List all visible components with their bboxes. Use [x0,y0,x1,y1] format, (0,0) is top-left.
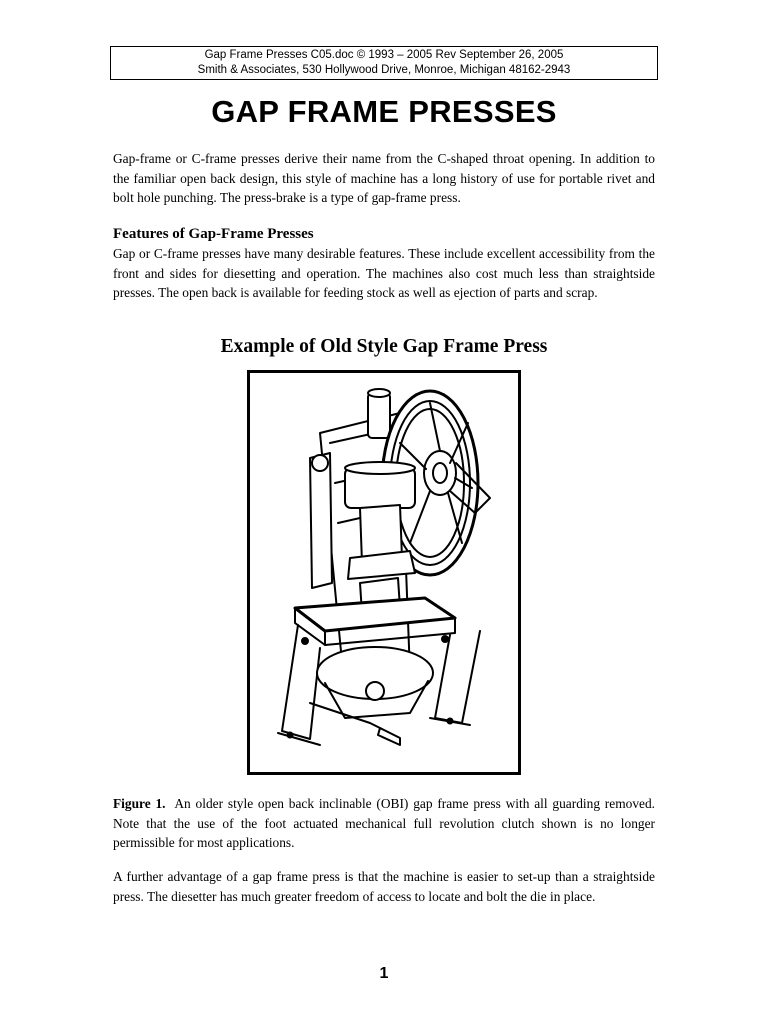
figure-label: Figure 1. [113,796,166,811]
page-title: GAP FRAME PRESSES [211,94,557,129]
figure-caption-text: An older style open back inclinable (OBI) gap frame press with all guarding removed. Note that the use of the foot actuated mechanical full revolution clutch shown is no longer permissible for most applications. [113,796,655,850]
gap-frame-press-illustration [250,373,518,772]
document-header-box [110,46,658,80]
header-line-1: Gap Frame Presses C05.doc © 1993 – 2005 Rev September 26, 2005 [204,49,564,61]
header-line-2: Smith & Associates, 530 Hollywood Drive, Monroe, Michigan 48162-2943 [197,64,571,76]
features-heading: Features of Gap-Frame Presses [113,226,314,242]
figure-caption [113,794,655,853]
features-paragraph: Gap or C-frame presses have many desirable features. These include excellent accessibility from the front and sides for diesetting and operation. The machines also cost much less than straightside presses. The open back is available for feeding stock as well as ejection of parts and scrap. [113,246,655,300]
intro-paragraph: Gap-frame or C-frame presses derive their name from the C-shaped throat opening. In addition to the familiar open back design, this style of machine has a long history of use for portable rivet and bolt hole punching. The press-brake is a type of gap-frame press. [113,151,655,205]
advantage-paragraph: A further advantage of a gap frame press is that the machine is easier to set-up than a straightside press. The diesetter has much greater freedom of access to locate and bolt the die in place. [113,869,655,904]
page-number: 1 [379,965,389,982]
example-heading: Example of Old Style Gap Frame Press [220,336,548,357]
press-illustration-frame [247,370,521,775]
